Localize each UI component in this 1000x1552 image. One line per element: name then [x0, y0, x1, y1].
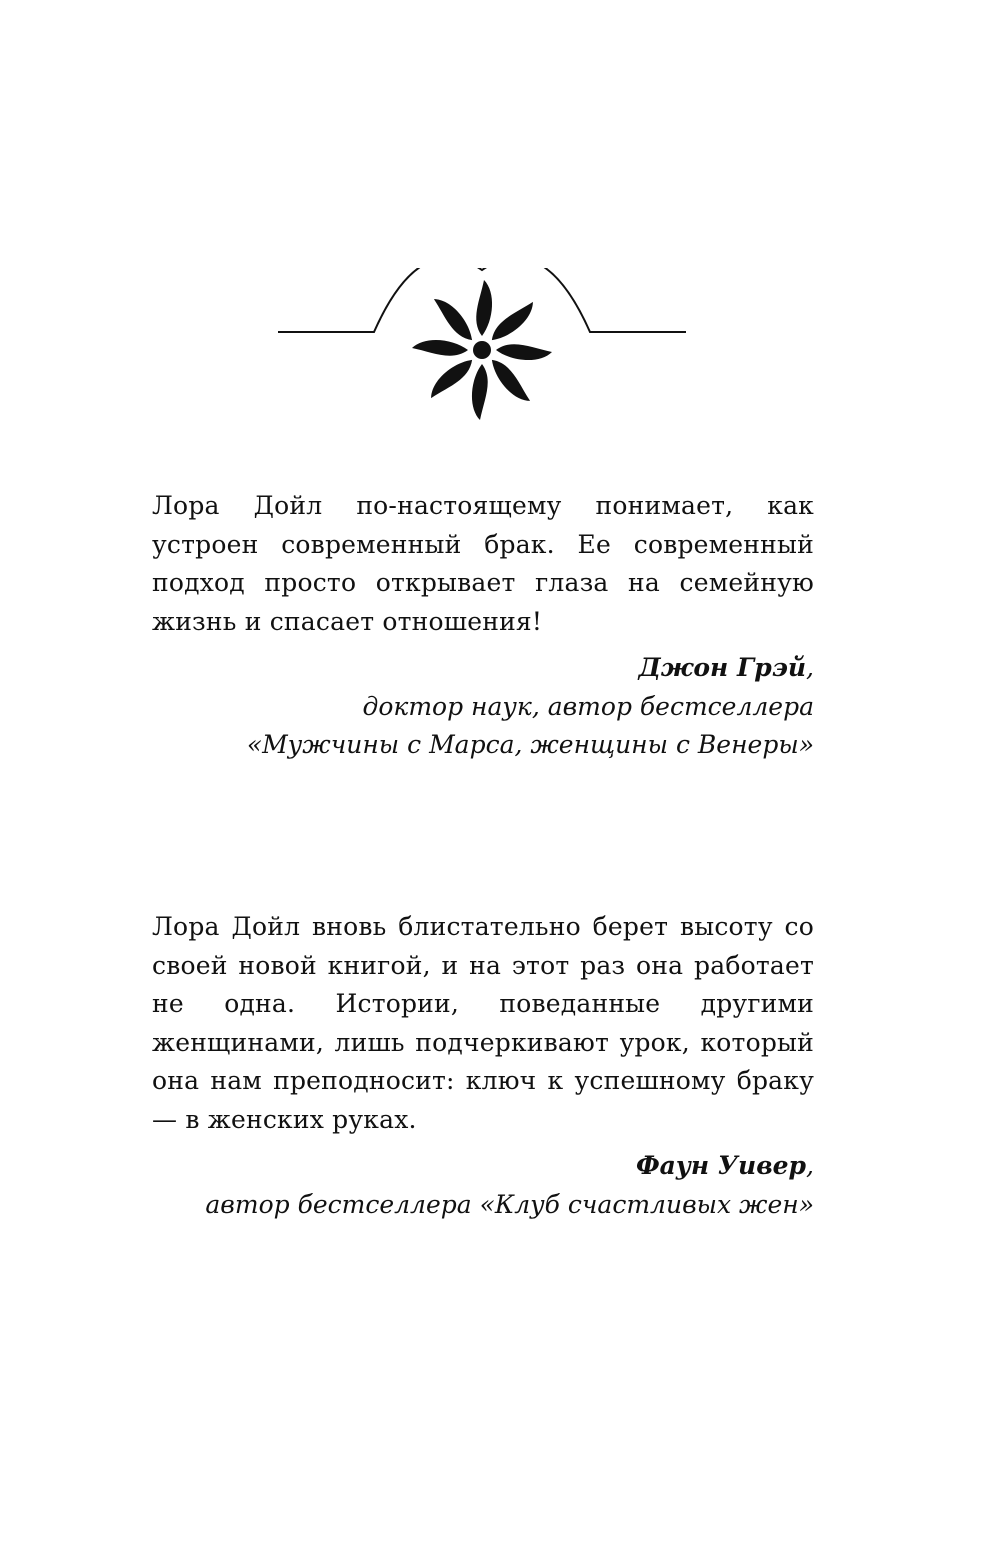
author-name: Фаун Уивер [635, 1151, 807, 1180]
author-suffix: , [806, 653, 814, 682]
blurb-attribution [152, 1147, 814, 1224]
author-credentials: доктор наук, автор бестселлера [362, 691, 814, 721]
blurb-attribution [152, 649, 814, 765]
author-name: Джон Грэй [638, 653, 807, 682]
author-book-title: «Мужчины с Марса, женщины с Венеры» [246, 730, 814, 759]
blurb-quote: Лора Дойл по-настоящему понимает, как устроен современный брак. Ее современный подход просто открывает глаза на семейную жизнь и спасает отношения! [152, 491, 814, 636]
daisy-flower-icon [276, 268, 688, 424]
author-suffix: , [806, 1151, 814, 1180]
flower-ornament [276, 268, 688, 424]
blurb-fawn-weaver [152, 908, 814, 1224]
blurb-quote: Лора Дойл вновь блистательно берет высоту со своей новой книгой, и на этот раз она работает не одна. Истории, поведанные другими женщинами, лишь подчеркивают урок, который она нам преподносит: ключ к успешному браку — в женских руках. [152, 912, 814, 1134]
blurb-john-gray [152, 487, 814, 765]
author-credentials: автор бестселлера «Клуб счастливых жен» [205, 1189, 814, 1219]
